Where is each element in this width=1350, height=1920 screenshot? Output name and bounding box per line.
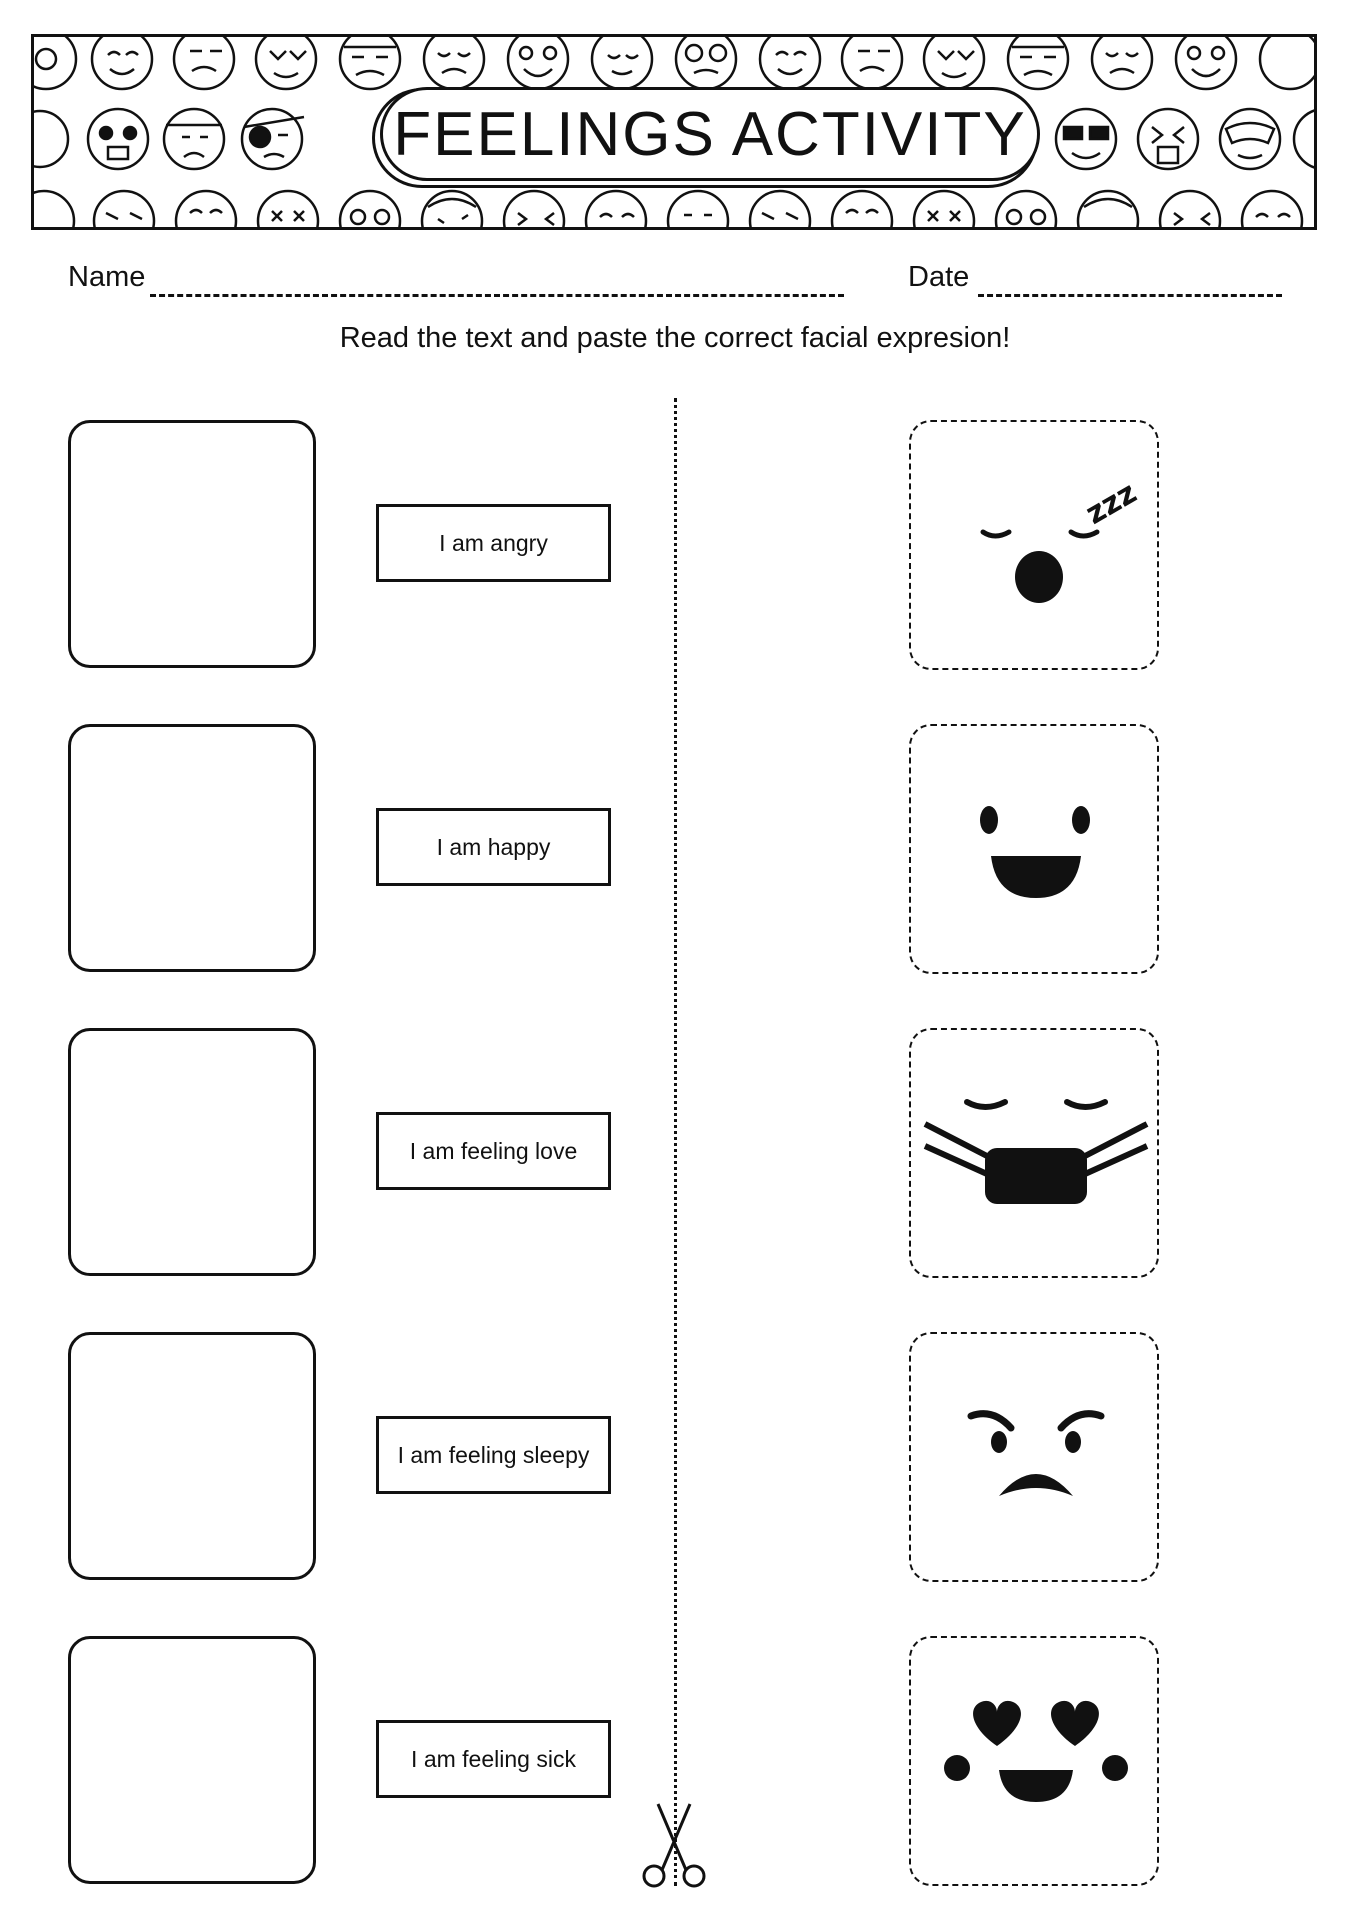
sleepy-face-icon: [911, 422, 1161, 672]
paste-box-2[interactable]: [68, 724, 316, 972]
feeling-label-5: I am feeling sick: [376, 1720, 611, 1798]
cut-line: [674, 398, 677, 1886]
sick-masked-face-icon: [911, 1030, 1161, 1280]
paste-box-1[interactable]: [68, 420, 316, 668]
paste-box-5[interactable]: [68, 1636, 316, 1884]
feeling-label-4: I am feeling sleepy: [376, 1416, 611, 1494]
date-label: Date: [908, 261, 970, 293]
face-card-angry[interactable]: [909, 1332, 1159, 1582]
name-label: Name: [68, 261, 146, 293]
face-card-happy[interactable]: [909, 724, 1159, 974]
feeling-label-2: I am happy: [376, 808, 611, 886]
feeling-label-1: I am angry: [376, 504, 611, 582]
feeling-label-3: I am feeling love: [376, 1112, 611, 1190]
angry-face-icon: [911, 1334, 1161, 1584]
happy-face-icon: [911, 726, 1161, 976]
face-card-sleepy[interactable]: [909, 420, 1159, 670]
header-banner: [31, 34, 1317, 230]
name-field[interactable]: [150, 294, 844, 297]
date-field[interactable]: [978, 294, 1282, 297]
paste-box-3[interactable]: [68, 1028, 316, 1276]
zzz-text: zzz: [1079, 475, 1143, 532]
face-card-sick[interactable]: [909, 1028, 1159, 1278]
instruction-text: Read the text and paste the correct facial expresion!: [339, 322, 1011, 354]
page-title: FEELINGS ACTIVITY: [380, 87, 1040, 181]
face-card-love[interactable]: [909, 1636, 1159, 1886]
paste-box-4[interactable]: [68, 1332, 316, 1580]
love-face-icon: [911, 1638, 1161, 1888]
scissors-icon: [634, 1800, 714, 1890]
